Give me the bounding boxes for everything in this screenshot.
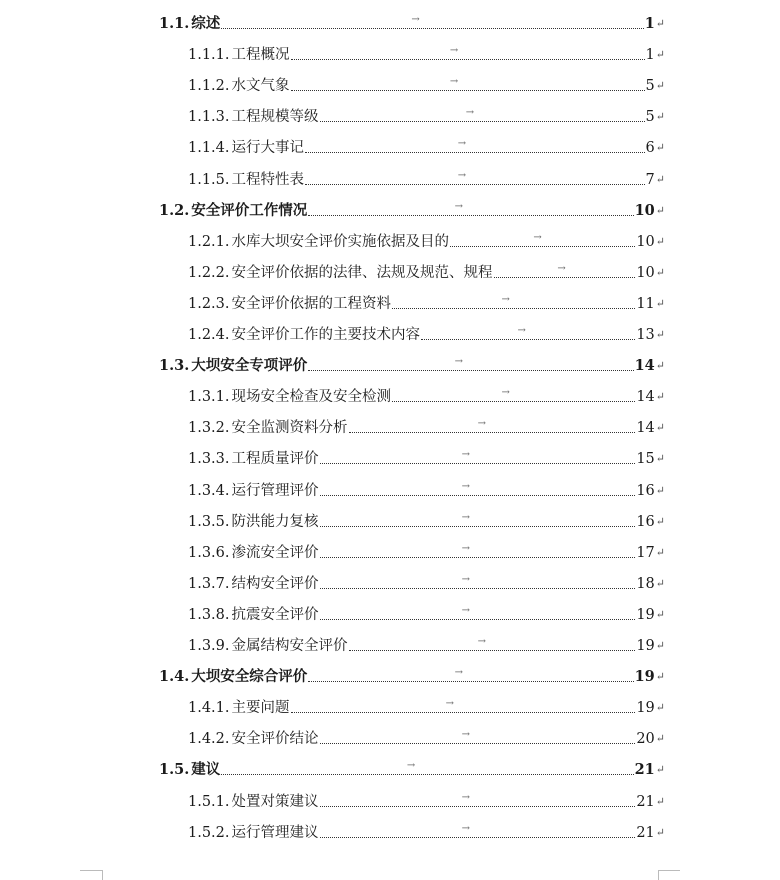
paragraph-return-icon: ↵ (655, 545, 665, 559)
toc-subsection-entry[interactable] (188, 166, 665, 190)
paragraph-return-icon: ↵ (655, 825, 665, 839)
toc-subsection-entry[interactable] (188, 632, 665, 656)
toc-subsection-entry[interactable] (188, 414, 665, 438)
toc-entry-title: 工程特性表 (231, 171, 305, 188)
toc-entry-page: 10 (634, 201, 655, 219)
toc-entry-page: 15 (636, 451, 655, 468)
toc-entry-number: 1.4.2. (188, 731, 230, 748)
tab-arrow-icon: → (465, 107, 475, 119)
toc-entry-number: 1.3.6. (188, 544, 230, 561)
toc-entry-page: 13 (636, 327, 655, 343)
page-corner-mark-left (80, 870, 102, 879)
tab-arrow-icon: → (461, 822, 471, 834)
toc-entry-title: 运行管理建议 (231, 824, 319, 841)
toc-entry-title: 结构安全评价 (231, 575, 319, 592)
tab-arrow-icon: → (457, 169, 467, 181)
toc-entry-page: 14 (636, 389, 655, 406)
toc-dot-leader (320, 107, 645, 122)
paragraph-return-icon: ↵ (655, 701, 665, 715)
toc-entry-page: 5 (645, 109, 655, 126)
toc-entry-number: 1.5.2. (188, 824, 230, 841)
tab-arrow-icon: → (461, 729, 471, 741)
toc-entry-title: 现场安全检查及安全检测 (231, 389, 392, 406)
toc-dot-leader (221, 760, 633, 775)
tab-arrow-icon: → (461, 511, 471, 523)
toc-entry-title: 渗流安全评价 (231, 544, 319, 561)
toc-dot-leader (320, 729, 636, 744)
toc-dot-leader (450, 231, 635, 247)
toc-entry-title: 安全评价依据的法律、法规及规范、规程 (231, 264, 493, 281)
toc-entry-page: 16 (636, 482, 655, 499)
toc-dot-leader (291, 698, 636, 713)
paragraph-return-icon: ↵ (655, 483, 665, 497)
paragraph-return-icon: ↵ (655, 265, 665, 279)
toc-entry-page: 7 (645, 171, 655, 188)
toc-entry-title: 运行管理评价 (231, 482, 319, 499)
toc-entry-page: 10 (636, 264, 655, 281)
tab-arrow-icon: → (461, 449, 471, 461)
toc-dot-leader (308, 356, 633, 371)
toc-dot-leader (320, 480, 636, 496)
toc-subsection-entry[interactable] (188, 72, 665, 96)
toc-entry-title: 安全评价结论 (231, 731, 319, 748)
toc-entry-page: 16 (636, 513, 655, 530)
toc-entry-page: 17 (636, 544, 655, 561)
toc-dot-leader (305, 138, 645, 153)
toc-entry-title: 大坝安全综合评价 (191, 668, 308, 686)
tab-arrow-icon: → (461, 791, 471, 803)
toc-entry-title: 水库大坝安全评价实施依据及目的 (231, 233, 450, 250)
toc-subsection-entry[interactable] (188, 321, 665, 345)
tab-arrow-icon: → (557, 262, 566, 274)
paragraph-return-icon: ↵ (655, 794, 665, 808)
page-corner-mark-right (658, 870, 680, 879)
toc-dot-leader (320, 511, 636, 527)
tab-arrow-icon: → (454, 667, 464, 679)
toc-entry-title: 安全评价依据的工程资料 (231, 295, 392, 312)
toc-section-entry[interactable] (159, 10, 665, 34)
toc-subsection-entry[interactable] (188, 694, 665, 718)
toc-entry-page: 1 (644, 15, 655, 32)
tab-arrow-icon: → (406, 760, 416, 772)
paragraph-return-icon: ↵ (655, 670, 665, 684)
paragraph-return-icon: ↵ (655, 763, 665, 777)
toc-subsection-entry[interactable] (188, 539, 665, 563)
toc-entry-number: 1.2.1. (188, 233, 230, 250)
paragraph-return-icon: ↵ (655, 390, 665, 404)
toc-subsection-entry[interactable] (188, 290, 665, 314)
toc-entry-page: 21 (636, 793, 655, 810)
toc-entry-number: 1.3. (159, 357, 190, 375)
toc-entry-title: 处置对策建议 (231, 793, 319, 810)
toc-subsection-entry[interactable] (188, 508, 665, 532)
toc-entry-number: 1.2.3. (188, 295, 230, 312)
toc-entry-number: 1.4.1. (188, 700, 230, 717)
toc-entry-title: 防洪能力复核 (231, 513, 319, 530)
toc-entry-page: 14 (636, 420, 655, 437)
toc-entry-title: 综述 (191, 15, 221, 32)
tab-arrow-icon: → (449, 76, 459, 88)
toc-entry-page: 19 (634, 668, 655, 686)
toc-subsection-entry[interactable] (188, 134, 665, 158)
paragraph-return-icon: ↵ (655, 452, 665, 466)
toc-entry-page: 21 (636, 824, 655, 841)
toc-entry-page: 19 (636, 700, 655, 717)
toc-entry-number: 1.3.4. (188, 482, 230, 499)
paragraph-return-icon: ↵ (655, 172, 665, 186)
toc-dot-leader (308, 200, 633, 216)
toc-subsection-entry[interactable] (188, 383, 665, 407)
toc-entry-page: 6 (645, 140, 655, 157)
toc-entry-title: 水文气象 (231, 78, 290, 95)
paragraph-return-icon: ↵ (655, 48, 665, 62)
toc-dot-leader (320, 449, 636, 464)
tab-arrow-icon: → (445, 698, 455, 710)
toc-section-entry[interactable] (159, 663, 665, 687)
toc-subsection-entry[interactable] (188, 570, 665, 594)
toc-dot-leader (320, 822, 636, 838)
tab-arrow-icon: → (477, 418, 486, 430)
toc-entry-title: 建议 (191, 761, 221, 779)
paragraph-return-icon: ↵ (655, 17, 665, 30)
toc-subsection-entry[interactable] (188, 445, 665, 469)
toc-entry-page: 1 (645, 47, 655, 64)
toc-entry-page: 19 (636, 638, 655, 654)
toc-dot-leader (320, 573, 636, 589)
toc-dot-leader (320, 791, 636, 807)
tab-arrow-icon: → (501, 293, 510, 305)
paragraph-return-icon: ↵ (655, 110, 665, 124)
toc-section-entry[interactable] (159, 352, 665, 376)
tab-arrow-icon: → (454, 200, 464, 212)
toc-dot-leader (392, 387, 635, 402)
toc-entry-page: 10 (636, 233, 655, 250)
toc-entry-title: 运行大事记 (231, 140, 305, 157)
toc-entry-title: 工程质量评价 (231, 451, 319, 468)
paragraph-return-icon: ↵ (655, 639, 665, 652)
paragraph-return-icon: ↵ (655, 203, 665, 217)
toc-dot-leader (349, 636, 636, 651)
tab-arrow-icon: → (454, 356, 464, 368)
toc-entry-title: 安全监测资料分析 (231, 420, 348, 437)
toc-entry-page: 21 (634, 761, 655, 779)
toc-entry-title: 工程规模等级 (231, 109, 319, 126)
toc-entry-title: 大坝安全专项评价 (191, 357, 308, 375)
toc-entry-number: 1.3.7. (188, 575, 230, 592)
paragraph-return-icon: ↵ (655, 514, 665, 528)
toc-entry-page: 19 (636, 606, 655, 623)
tab-arrow-icon: → (457, 138, 467, 150)
paragraph-return-icon: ↵ (655, 576, 665, 590)
toc-dot-leader (308, 667, 633, 682)
toc-dot-leader (421, 325, 635, 340)
toc-subsection-entry[interactable] (188, 103, 665, 127)
toc-entry-number: 1.3.2. (188, 420, 230, 437)
toc-subsection-entry[interactable] (188, 788, 665, 812)
toc-subsection-entry[interactable] (188, 601, 665, 625)
toc-dot-leader (349, 418, 636, 433)
paragraph-return-icon: ↵ (655, 328, 665, 341)
toc-dot-leader (320, 604, 636, 620)
toc-entry-page: 18 (636, 575, 655, 592)
toc-subsection-entry[interactable] (188, 228, 665, 252)
paragraph-return-icon: ↵ (655, 296, 665, 310)
paragraph-return-icon: ↵ (655, 141, 665, 155)
tab-arrow-icon: → (461, 573, 471, 585)
toc-section-entry[interactable] (159, 197, 665, 221)
toc-entry-title: 主要问题 (231, 700, 290, 717)
toc-entry-number: 1.1.1. (188, 47, 230, 64)
toc-subsection-entry[interactable] (188, 819, 665, 843)
toc-entry-page: 5 (645, 78, 655, 95)
toc-entry-page: 11 (636, 295, 655, 312)
toc-entry-number: 1.1.4. (188, 140, 230, 157)
toc-entry-number: 1.3.3. (188, 451, 230, 468)
toc-entry-number: 1.5.1. (188, 793, 230, 810)
paragraph-return-icon: ↵ (655, 234, 665, 248)
toc-entry-number: 1.5. (159, 761, 190, 779)
paragraph-return-icon: ↵ (655, 421, 665, 435)
toc-entry-number: 1.1.2. (188, 78, 230, 95)
toc-subsection-entry[interactable] (188, 477, 665, 501)
toc-entry-number: 1.4. (159, 668, 190, 686)
toc-entry-page: 20 (636, 731, 655, 748)
toc-entry-number: 1.1.3. (188, 109, 230, 126)
toc-dot-leader (392, 293, 635, 309)
toc-entry-title: 安全评价工作情况 (191, 201, 308, 219)
tab-arrow-icon: → (461, 542, 471, 554)
toc-entry-number: 1.2.4. (188, 327, 230, 343)
tab-arrow-icon: → (461, 604, 471, 616)
toc-entry-number: 1.3.5. (188, 513, 230, 530)
toc-entry-page: 14 (634, 357, 655, 375)
toc-section-entry[interactable] (159, 756, 665, 780)
paragraph-return-icon: ↵ (655, 359, 665, 373)
toc-dot-leader (291, 76, 645, 91)
toc-entry-number: 1.3.1. (188, 389, 230, 406)
tab-arrow-icon: → (477, 636, 486, 647)
toc-entry-number: 1.1. (159, 15, 190, 32)
toc-subsection-entry[interactable] (188, 725, 665, 749)
tab-arrow-icon: → (533, 231, 542, 243)
toc-dot-leader (221, 14, 643, 29)
paragraph-return-icon: ↵ (655, 607, 665, 621)
tab-arrow-icon: → (411, 14, 420, 25)
tab-arrow-icon: → (449, 45, 459, 57)
toc-entry-title: 工程概况 (231, 47, 290, 64)
tab-arrow-icon: → (501, 387, 510, 399)
toc-entry-number: 1.1.5. (188, 171, 230, 188)
toc-entry-number: 1.3.8. (188, 606, 230, 623)
toc-dot-leader (291, 45, 645, 60)
toc-dot-leader (320, 542, 636, 558)
toc-entry-title: 安全评价工作的主要技术内容 (231, 327, 421, 343)
toc-subsection-entry[interactable] (188, 259, 665, 283)
toc-dot-leader (305, 169, 645, 185)
tab-arrow-icon: → (517, 325, 526, 336)
toc-entry-number: 1.2.2. (188, 264, 230, 281)
paragraph-return-icon: ↵ (655, 732, 665, 746)
toc-entry-title: 抗震安全评价 (231, 606, 319, 623)
toc-subsection-entry[interactable] (188, 41, 665, 65)
toc-entry-number: 1.3.9. (188, 638, 230, 654)
paragraph-return-icon: ↵ (655, 79, 665, 93)
tab-arrow-icon: → (461, 480, 471, 492)
toc-dot-leader (494, 262, 636, 278)
toc-entry-title: 金属结构安全评价 (231, 638, 348, 654)
toc-entry-number: 1.2. (159, 201, 190, 219)
